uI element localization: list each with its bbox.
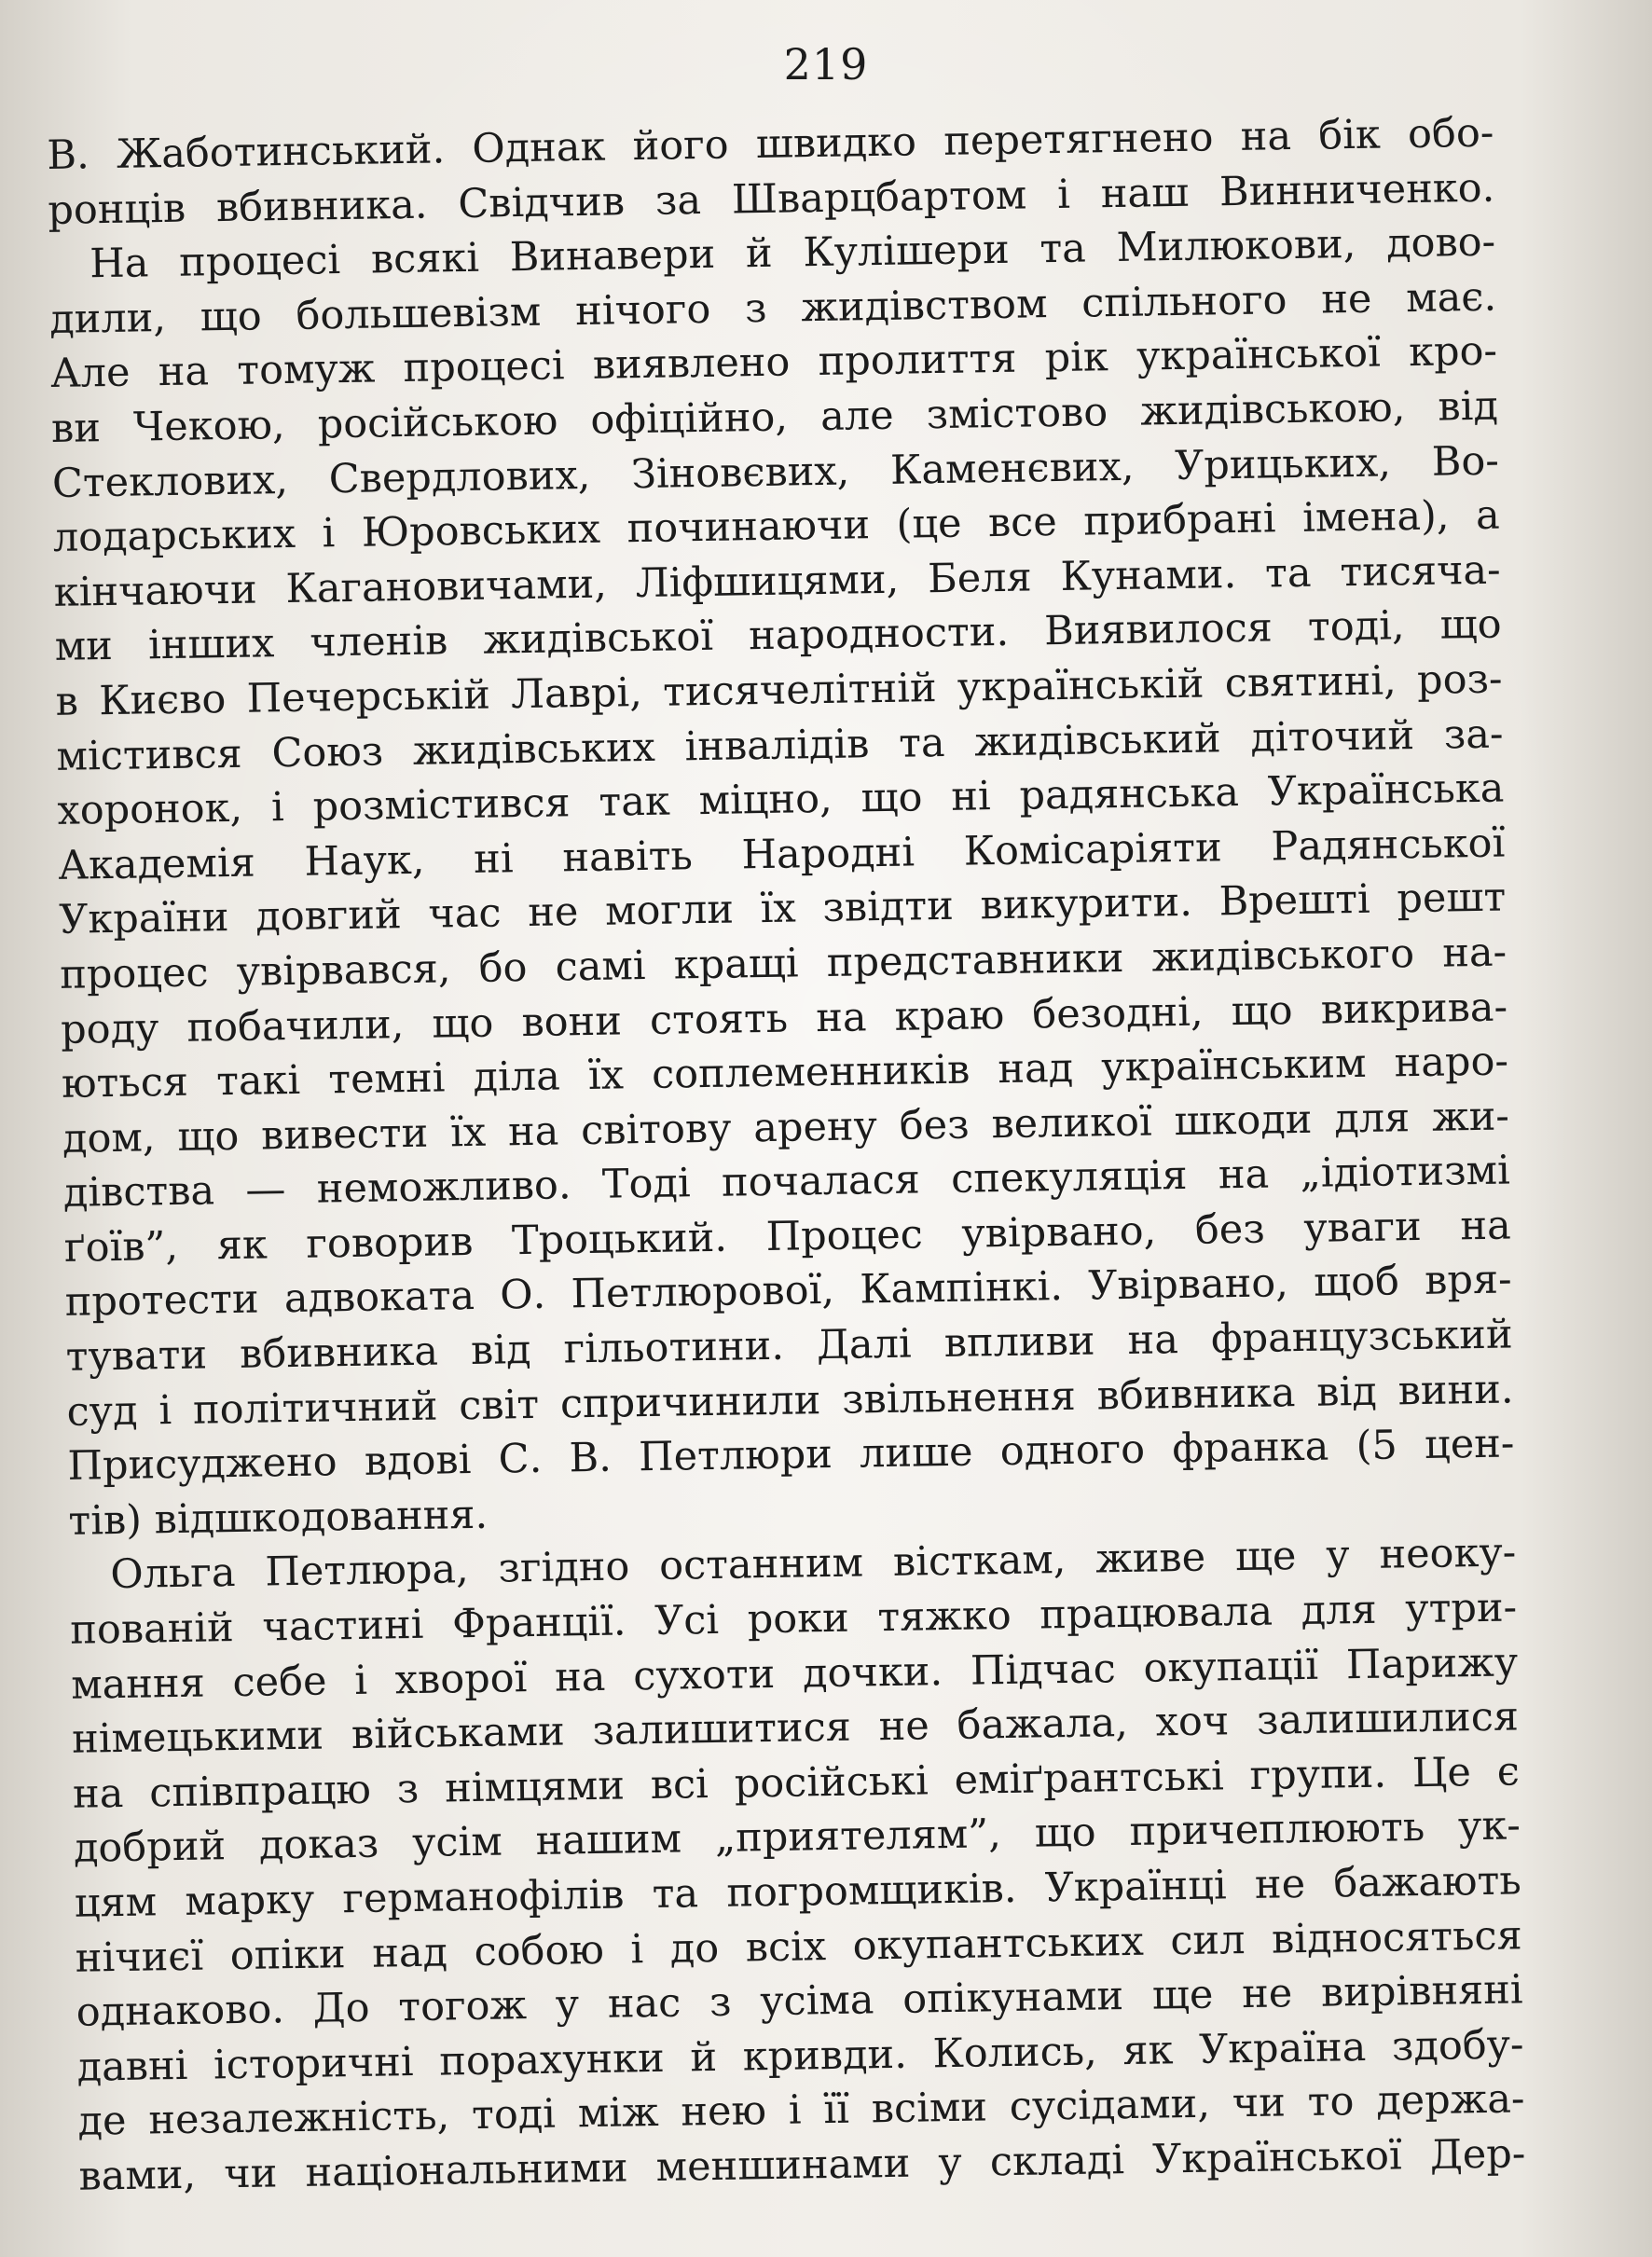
text-line: мання себе і хворої на сухоти дочки. Підчас окупації Парижу (70, 1639, 1519, 1709)
text-line: в Києво Печерській Лаврі, тисячелітній українській святині, роз- (55, 655, 1503, 725)
text-line: на співпрацю з німцями всі російські еміґрантські групи. Це є (72, 1748, 1521, 1818)
text-line: дом, що вивести їх на світову арену без великої шкоди для жи- (62, 1093, 1510, 1163)
text-line: процес увірвався, бо самі кращі представники жидівського на- (59, 929, 1507, 998)
paragraph-end-line: тів) відшкодовання. (68, 1491, 489, 1545)
page-number: 219 (783, 39, 869, 89)
text-line: містився Союз жидівських інвалідів та жидівський діточий за- (56, 710, 1504, 780)
text-line: ви Чекою, російською офіційно, але змістово жидівською, від (50, 382, 1499, 452)
text-line: протести адвоката О. Петлюрової, Кампінкі. Увірвано, щоб вря- (64, 1256, 1512, 1327)
text-line: Присуджено вдові С. В. Петлюри лише одного франка (5 цен- (67, 1420, 1515, 1491)
text-line: хоронок, і розмістився так міцно, що ні радянська Українська (57, 764, 1505, 835)
text-line: де незалежність, тоді між нею і її всіми сусідами, чи то держа- (77, 2075, 1525, 2146)
text-line: ються такі темні діла їх соплеменників над українським наро- (61, 1038, 1509, 1108)
text-line: кінчаючи Кагановичами, Ліфшицями, Беля Кунами. та тисяча- (53, 546, 1502, 616)
paragraph-start-line: На процесі всякі Винавери й Кулішери та Милюкови, дово- (89, 218, 1496, 288)
text-line: давні історичні порахунки й кривди. Колись, як Україна здобу- (76, 2021, 1524, 2091)
text-line: суд і політичний світ спричинили звільнення вбивника від вини. (66, 1366, 1514, 1436)
text-line: Стеклових, Свердлових, Зіновєвих, Каменєвих, Урицьких, Во- (51, 437, 1500, 507)
text-line: дили, що большевізм нічого з жидівством спільного не має. (48, 273, 1497, 343)
text-line: ми інших членів жидівської народности. Виявилося тоді, що (54, 600, 1502, 671)
text-line: дівства — неможливо. Тоді почалася спекуляція на „ідіотизмі (62, 1147, 1511, 1218)
text-line: Академія Наук, ні навіть Народні Комісаріяти Радянської (58, 819, 1506, 889)
text-line: роду побачили, що вони стоять на краю безодні, що викрива- (60, 984, 1508, 1053)
text-line: В. Жаботинський. Однак його швидко перетягнено на бік обо- (47, 109, 1494, 179)
text-line: тувати вбивника від гільотини. Далі впливи на французський (65, 1311, 1513, 1381)
text-line: вами, чи національними меншинами у складі Української Дер- (78, 2130, 1526, 2200)
text-line: ронців вбивника. Свідчив за Шварцбартом і наш Винниченко. (47, 164, 1495, 234)
text-line: України довгий час не могли їх звідти викурити. Врешті решт (58, 874, 1507, 944)
body-text (47, 106, 1526, 2205)
text-line: Але на томуж процесі виявлено пролиття рік української кро- (49, 327, 1498, 398)
text-line: ґоїв”, як говорив Троцький. Процес увірвано, без уваги на (63, 1202, 1512, 1272)
text-line: однаково. До тогож у нас з усіма опікунами ще не вирівняні (76, 1966, 1523, 2036)
text-line: нічиєї опіки над собою і до всіх окупантських сил відносяться (75, 1911, 1523, 1982)
text-line: німецькими військами залишитися не бажала, хоч залишилися (71, 1693, 1520, 1764)
paragraph-start-line: Ольга Петлюра, згідно останним вісткам, живе ще у неоку- (109, 1529, 1517, 1599)
text-line: цям марку германофілів та погромщиків. Українці не бажають (74, 1857, 1522, 1927)
text-line: добрий доказ усім нашим „приятелям”, що причеплюють ук- (73, 1802, 1521, 1873)
text-line: пованій частині Франції. Усі роки тяжко працювала для утри- (69, 1584, 1518, 1654)
text-line: лодарських і Юровських починаючи (це все прибрані імена), а (52, 491, 1501, 562)
